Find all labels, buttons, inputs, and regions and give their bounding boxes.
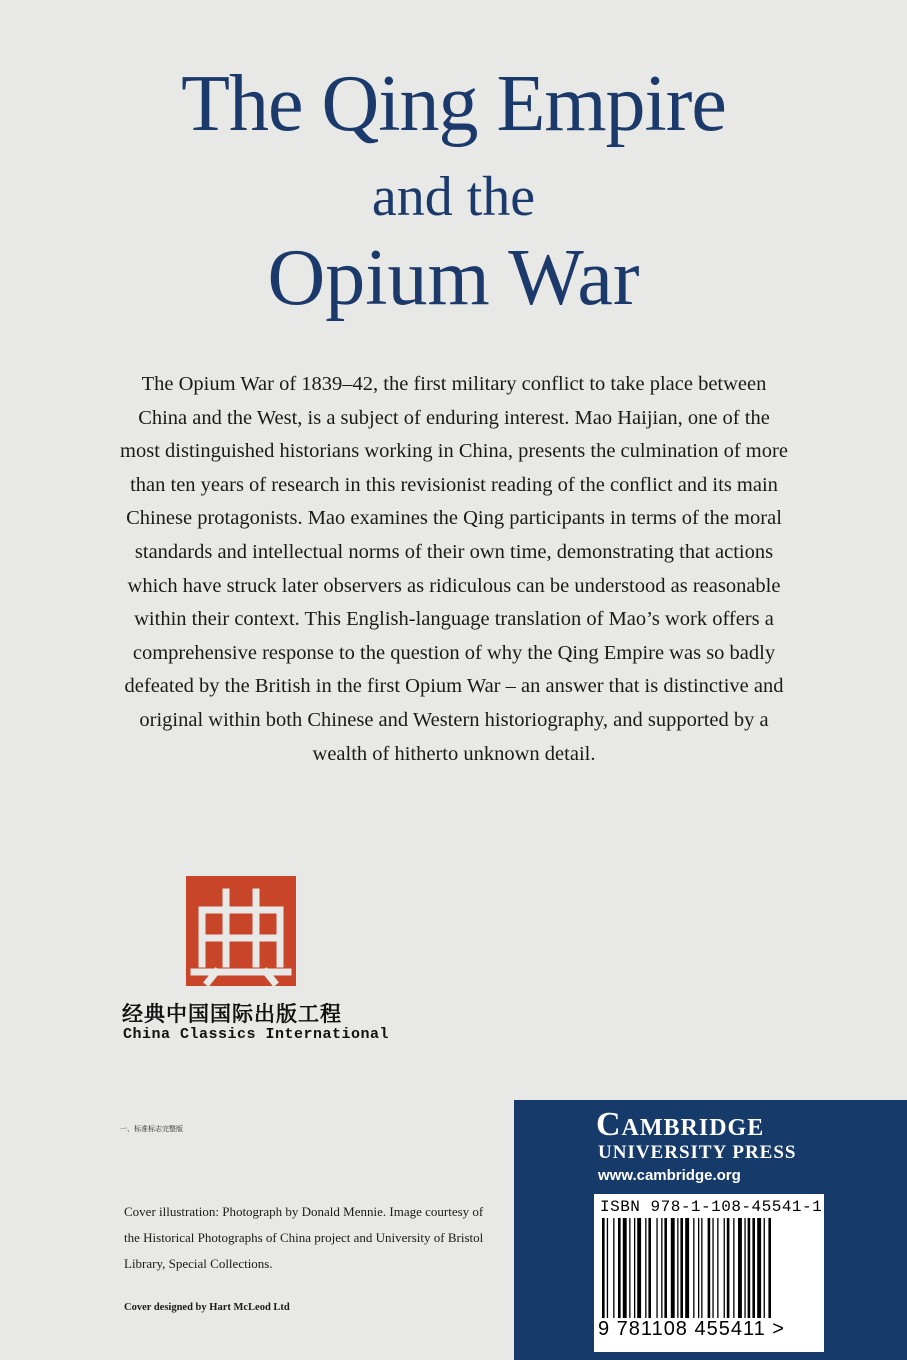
book-title-line-2: and the [371,166,536,228]
publisher-url[interactable]: www.cambridge.org [598,1167,741,1184]
barcode-icon [600,1218,818,1322]
china-classics-seal-logo [186,876,296,986]
isbn-label: ISBN 978-1-108-45541-1 [600,1198,823,1216]
logo-version-note: 一、标准标志完整版 [120,1125,183,1133]
book-title-line-1: The Qing Empire [181,60,726,148]
china-classics-chinese-name: 经典中国国际出版工程 [122,1002,342,1026]
china-classics-english-name: China Classics International [123,1026,390,1043]
publisher-name: Cambridge [596,1106,765,1143]
publisher-press: UNIVERSITY PRESS [598,1142,797,1163]
publisher-panel [514,1100,907,1360]
cover-illustration-credit: Cover illustration: Photograph by Donald Mennie. Image courtesy of the Historical Photographs of China project and University of Bristol Library, Special Collections. [124,1204,484,1271]
barcode-digits: 9 781108 455411 > [598,1318,785,1340]
book-description: The Opium War of 1839–42, the first military conflict to take place between China and the West, is a subject of enduring interest. Mao Haijian, one of the most distinguished historians working in China, presents the culmination of more than ten years of research in this revisionist reading of the conflict and its main Chinese protagonists. Mao examines the Qing participants in terms of the moral standards and intellectual norms of their own time, demonstrating that actions which have struck later observers as ridiculous can be understood as reasonable within their context. This English-language translation of Mao’s work offers a comprehensive response to the question of why the Qing Empire was so badly defeated by the British in the first Opium War – an answer that is distinctive and original within both Chinese and Western historiography, and supported by a wealth of hitherto unknown detail. [120,373,788,765]
book-title-line-3: Opium War [267,234,640,322]
barcode-box [594,1194,824,1352]
cover-designer-credit: Cover designed by Hart McLeod Ltd [124,1302,290,1313]
